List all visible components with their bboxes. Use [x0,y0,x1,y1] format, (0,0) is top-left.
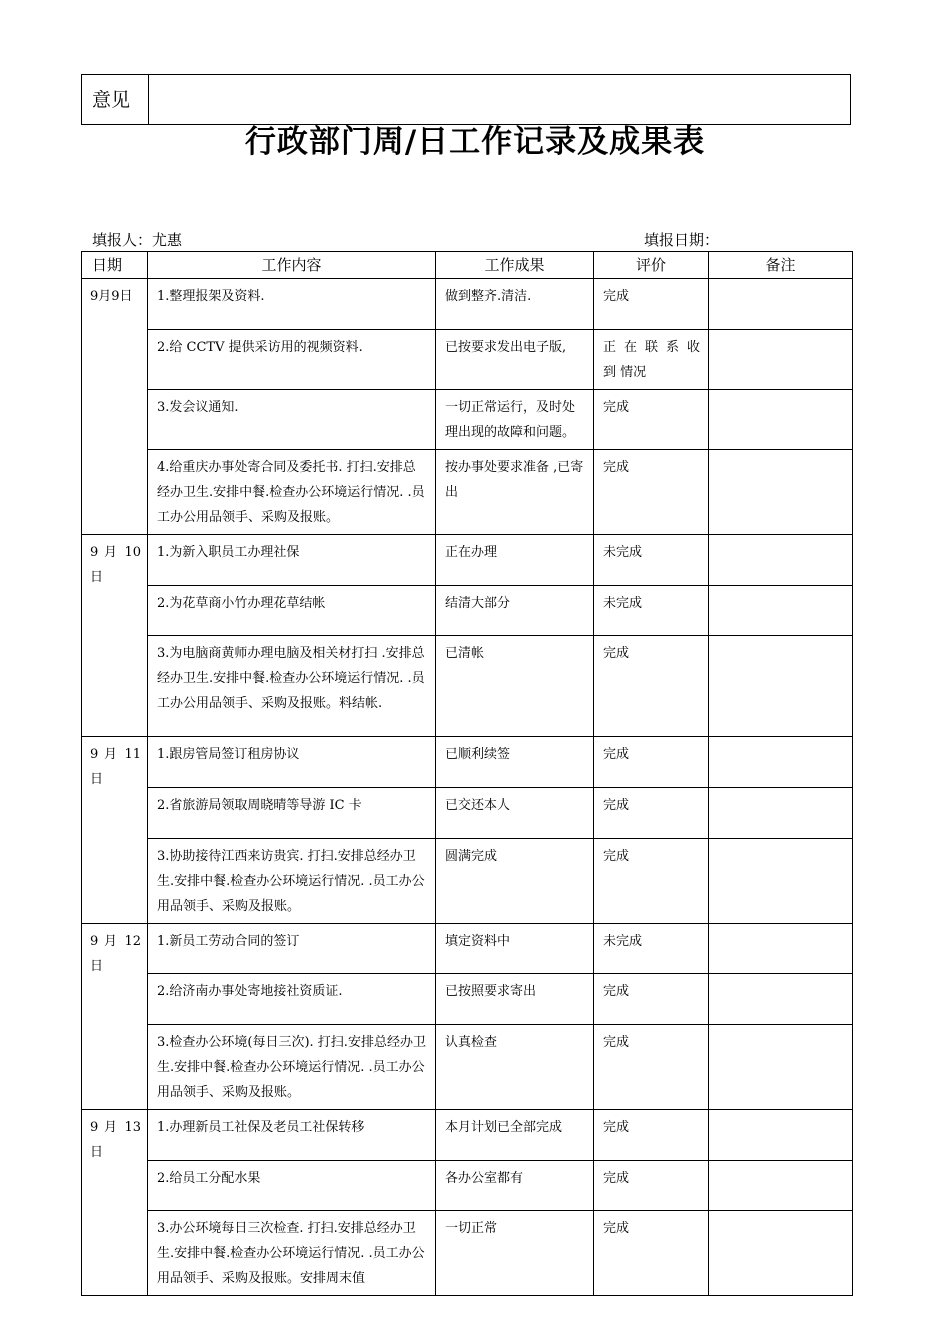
table-row [82,450,853,535]
content-cell: 2.省旅游局领取周晓晴等导游 IC 卡 [148,788,436,839]
date-cell: 9 月 11 日 [82,737,148,924]
rating-cell: 完成 [594,974,709,1025]
result-cell: 一切正常 [436,1211,594,1296]
note-cell [709,535,853,586]
note-cell [709,737,853,788]
result-cell: 本月计划已全部完成 [436,1110,594,1161]
date-cell: 9 月 10 日 [82,535,148,737]
content-cell: 3.为电脑商黄师办理电脑及相关材打扫 .安排总经办卫生.安排中餐.检查办公环境运行情况. .员工办公用品领手、采购及报账。料结帐. [148,636,436,737]
rating-cell: 未完成 [594,586,709,636]
note-cell [709,924,853,974]
rating-cell: 完成 [594,279,709,330]
table-header-row [82,252,853,279]
date-cell: 9月9日 [82,279,148,535]
result-cell: 一切正常运行，及时处理出现的故障和问题。 [436,390,594,450]
rating-cell: 完成 [594,390,709,450]
rating-cell: 完成 [594,788,709,839]
table-row [82,1025,853,1110]
page-title: 行政部门周/日工作记录及成果表 [244,124,706,160]
note-cell [709,450,853,535]
content-cell: 3.协助接待江西来访贵宾. 打扫.安排总经办卫生.安排中餐.检查办公环境运行情况. .员工办公用品领手、采购及报账。 [148,839,436,924]
result-cell: 认真检查 [436,1025,594,1110]
content-cell: 3.办公环境每日三次检查. 打扫.安排总经办卫生.安排中餐.检查办公环境运行情况. .员工办公用品领手、采购及报账。安排周末值 [148,1211,436,1296]
content-cell: 2.给 CCTV 提供采访用的视频资料. [148,330,436,390]
table-row [82,279,853,330]
note-cell [709,330,853,390]
rating-cell: 完成 [594,839,709,924]
column-header-content: 工作内容 [148,252,436,279]
content-cell: 2.给员工分配水果 [148,1161,436,1211]
note-cell [709,974,853,1025]
note-cell [709,1110,853,1161]
note-cell [709,279,853,330]
column-header-result: 工作成果 [436,252,594,279]
note-cell [709,636,853,737]
content-cell: 4.给重庆办事处寄合同及委托书. 打扫.安排总经办卫生.安排中餐.检查办公环境运行情况. .员工办公用品领手、采购及报账。 [148,450,436,535]
content-cell: 3.发会议通知. [148,390,436,450]
result-cell: 正在办理 [436,535,594,586]
content-cell: 2.为花草商小竹办理花草结帐 [148,586,436,636]
rating-cell: 完成 [594,1211,709,1296]
date-cell: 9 月 12 日 [82,924,148,1110]
note-cell [709,839,853,924]
note-cell [709,586,853,636]
content-cell: 1.办理新员工社保及老员工社保转移 [148,1110,436,1161]
date-cell: 9 月 13 日 [82,1110,148,1296]
column-header-note: 备注 [709,252,853,279]
column-header-date: 日期 [82,252,148,279]
content-cell: 1.为新入职员工办理社保 [148,535,436,586]
content-cell: 1.新员工劳动合同的签订 [148,924,436,974]
content-cell: 2.给济南办事处寄地接社资质证. [148,974,436,1025]
table-row [82,390,853,450]
opinion-label: 意见 [82,75,149,124]
table-row [82,737,853,788]
result-cell: 填定资料中 [436,924,594,974]
table-row [82,839,853,924]
content-cell: 1.整理报架及资料. [148,279,436,330]
table-row [82,586,853,636]
content-cell: 3.检查办公环境(每日三次). 打扫.安排总经办卫生.安排中餐.检查办公环境运行情况. .员工办公用品领手、采购及报账。 [148,1025,436,1110]
result-cell: 各办公室都有 [436,1161,594,1211]
table-row [82,1211,853,1296]
content-cell: 1.跟房管局签订租房协议 [148,737,436,788]
result-cell: 已按照要求寄出 [436,974,594,1025]
rating-cell: 完成 [594,737,709,788]
rating-cell: 未完成 [594,924,709,974]
note-cell [709,1161,853,1211]
rating-cell: 完成 [594,1161,709,1211]
report-date-label: 填报日期： [644,231,720,249]
table-row [82,535,853,586]
rating-cell: 未完成 [594,535,709,586]
result-cell: 已清帐 [436,636,594,737]
note-cell [709,788,853,839]
result-cell: 结清大部分 [436,586,594,636]
result-cell: 按办事处要求准备 ,已寄出 [436,450,594,535]
table-row [82,1110,853,1161]
result-cell: 已按要求发出电子版, [436,330,594,390]
result-cell: 圆满完成 [436,839,594,924]
result-cell: 做到整齐.清洁. [436,279,594,330]
rating-cell: 完成 [594,1025,709,1110]
result-cell: 已顺利续签 [436,737,594,788]
table-row [82,1161,853,1211]
rating-cell: 完成 [594,636,709,737]
note-cell [709,1025,853,1110]
reporter-label: 填报人：尤惠 [92,231,183,249]
work-log-table [81,251,853,1296]
table-row [82,924,853,974]
table-row [82,330,853,390]
result-cell: 已交还本人 [436,788,594,839]
note-cell [709,390,853,450]
table-row [82,974,853,1025]
rating-cell: 完成 [594,450,709,535]
table-row [82,788,853,839]
column-header-rating: 评价 [594,252,709,279]
rating-cell: 完成 [594,1110,709,1161]
rating-cell: 正 在 联 系 收 到 情况 [594,330,709,390]
table-row [82,636,853,737]
note-cell [709,1211,853,1296]
